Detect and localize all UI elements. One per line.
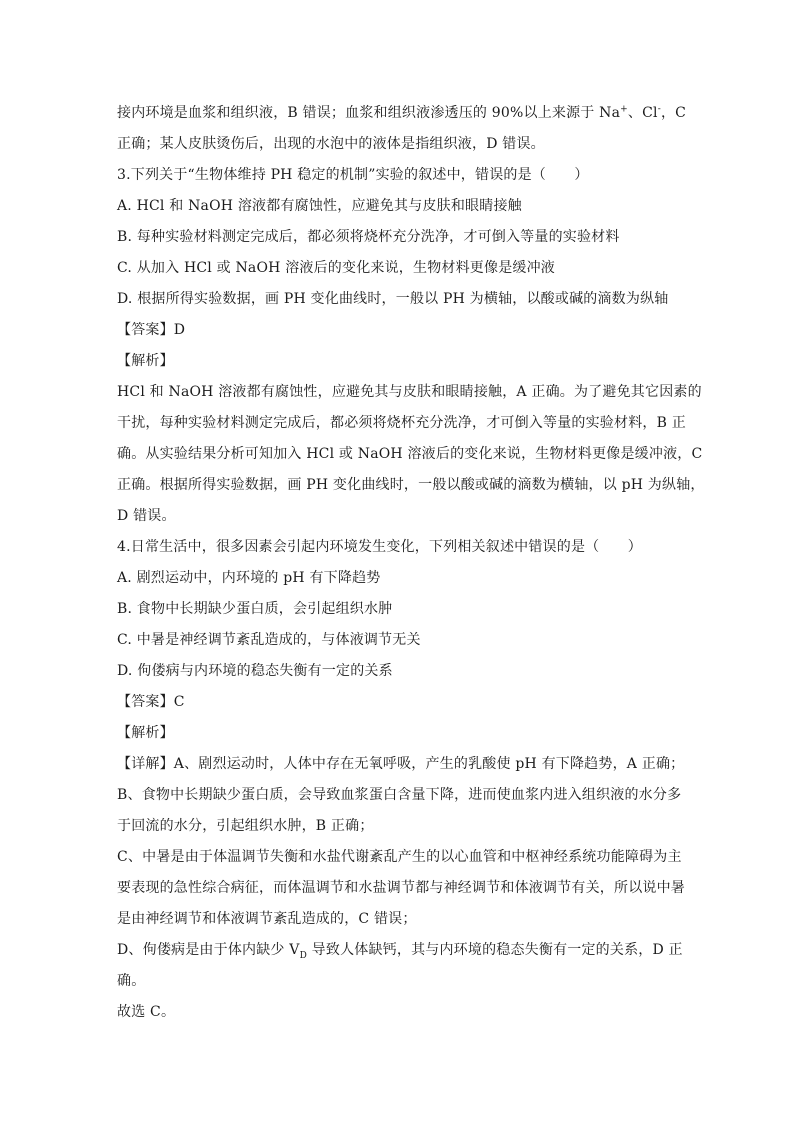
question-4-analysis-heading: 【解析】	[117, 725, 174, 741]
text-line: C、中暑是由于体温调节失衡和水盐代谢紊乱产生的以心血管和中枢神经系统功能障碍为主	[117, 849, 682, 865]
text-line: 确。从实验结果分析可知加入 HCl 或 NaOH 溶液后的变化来说，生物材料更像是缓冲液，C	[117, 446, 703, 462]
question-4-option-a: A. 剧烈运动中，内环境的 pH 有下降趋势	[117, 570, 381, 586]
text-line: HCl 和 NaOH 溶液都有腐蚀性，应避免其与皮肤和眼睛接触，A 正确。为了避免其它因素的	[117, 384, 702, 400]
question-4-answer: 【答案】C	[117, 694, 185, 710]
question-3-analysis-heading: 【解析】	[117, 353, 174, 369]
question-3-option-d: D. 根据所得实验数据，画 PH 变化曲线时，一般以 PH 为横轴，以酸或碱的滴数为纵轴	[117, 291, 669, 307]
question-3-stem: 3.下列关于“生物体维持 PH 稳定的机制”实验的叙述中，错误的是（ ）	[117, 167, 589, 183]
question-3-option-a: A. HCl 和 NaOH 溶液都有腐蚀性，应避免其与皮肤和眼睛接触	[117, 198, 522, 214]
question-4-stem: 4.日常生活中，很多因素会引起内环境发生变化，下列相关叙述中错误的是（ ）	[117, 539, 642, 555]
text-line: 【详解】A、剧烈运动时，人体中存在无氧呼吸，产生的乳酸使 pH 有下降趋势，A 正确；	[117, 756, 685, 772]
question-4-option-b: B. 食物中长期缺少蛋白质，会引起组织水肿	[117, 601, 393, 617]
text-line: B、食物中长期缺少蛋白质，会导致血浆蛋白含量下降，进而使血浆内进入组织液的水分多	[117, 787, 682, 803]
question-3-option-c: C. 从加入 HCl 或 NaOH 溶液后的变化来说，生物材料更像是缓冲液	[117, 260, 555, 276]
text-line: 是由神经调节和体液调节紊乱造成的，C 错误；	[117, 911, 417, 927]
text-line: 确。	[117, 973, 146, 989]
text-line: 正确。根据所得实验数据，画 PH 变化曲线时，一般以酸或碱的滴数为横轴，以 pH 为纵轴，	[117, 477, 705, 493]
question-4-option-c: C. 中暑是神经调节紊乱造成的，与体液调节无关	[117, 632, 421, 648]
question-3-option-b: B. 每种实验材料测定完成后，都必须将烧杯充分洗净，才可倒入等量的实验材料	[117, 229, 620, 245]
text-line: D、佝偻病是由于体内缺少 $V_D$ 导致人体缺钙，其与内环境的稳态失衡有一定的关系，D 正	[117, 942, 683, 961]
text-line: 正确；某人皮肤烫伤后，出现的水泡中的液体是指组织液，D 错误。	[117, 136, 545, 152]
text-line: 接内环境是血浆和组织液，B 错误；血浆和组织液渗透压的 90%以上来源于 Na+、Cl-，C	[117, 104, 687, 121]
text-line: 故选 C。	[117, 1004, 176, 1020]
question-3-answer: 【答案】D	[117, 322, 186, 338]
document-page	[117, 98, 705, 1028]
question-4-option-d: D. 佝偻病与内环境的稳态失衡有一定的关系	[117, 663, 393, 679]
text-line: 要表现的急性综合病征，而体温调节和水盐调节都与神经调节和体液调节有关，所以说中暑	[117, 880, 685, 896]
text-line: 干扰，每种实验材料测定完成后，都必须将烧杯充分洗净，才可倒入等量的实验材料，B 正	[117, 415, 686, 431]
text-line: 于回流的水分，引起组织水肿，B 正确；	[117, 818, 374, 834]
text-line: D 错误。	[117, 508, 176, 524]
